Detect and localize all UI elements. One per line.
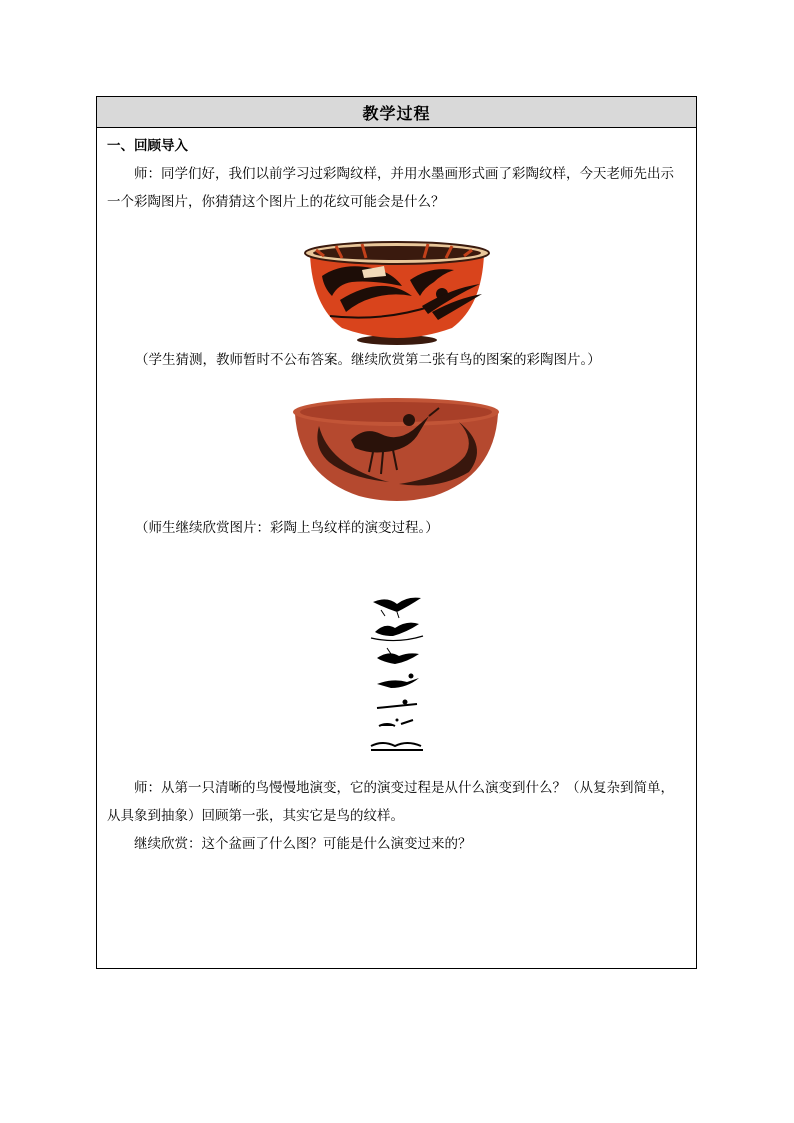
table-content [97,132,696,858]
evolution-question-paragraph: 师：从第一只清晰的鸟慢慢地演变，它的演变过程是从什么演变到什么？（从复杂到简单，从具象到抽象）回顾第一张，其实它是鸟的纹样。 [107,780,674,824]
continue-question-paragraph: 继续欣赏：这个盆画了什么图？可能是什么演变过来的？ [134,836,472,852]
table-header: 教学过程 [97,97,696,128]
note-evolution-intro: （师生继续欣赏图片：彩陶上鸟纹样的演变过程。） [135,520,439,536]
lesson-table [96,96,697,969]
pottery-bowl-image-1 [107,236,686,346]
bird-pattern-evolution-image [107,592,686,762]
pottery-bowl-image-2 [107,386,686,506]
note-student-guess: （学生猜测，教师暂时不公布答案。继续欣赏第二张有鸟的图案的彩陶图片。） [135,352,601,368]
section-title: 一、回顾导入 [107,138,188,154]
intro-paragraph: 师：同学们好，我们以前学习过彩陶纹样，并用水墨画形式画了彩陶纹样，今天老师先出示一个彩陶图片，你猜猜这个图片上的花纹可能会是什么？ [107,166,674,210]
